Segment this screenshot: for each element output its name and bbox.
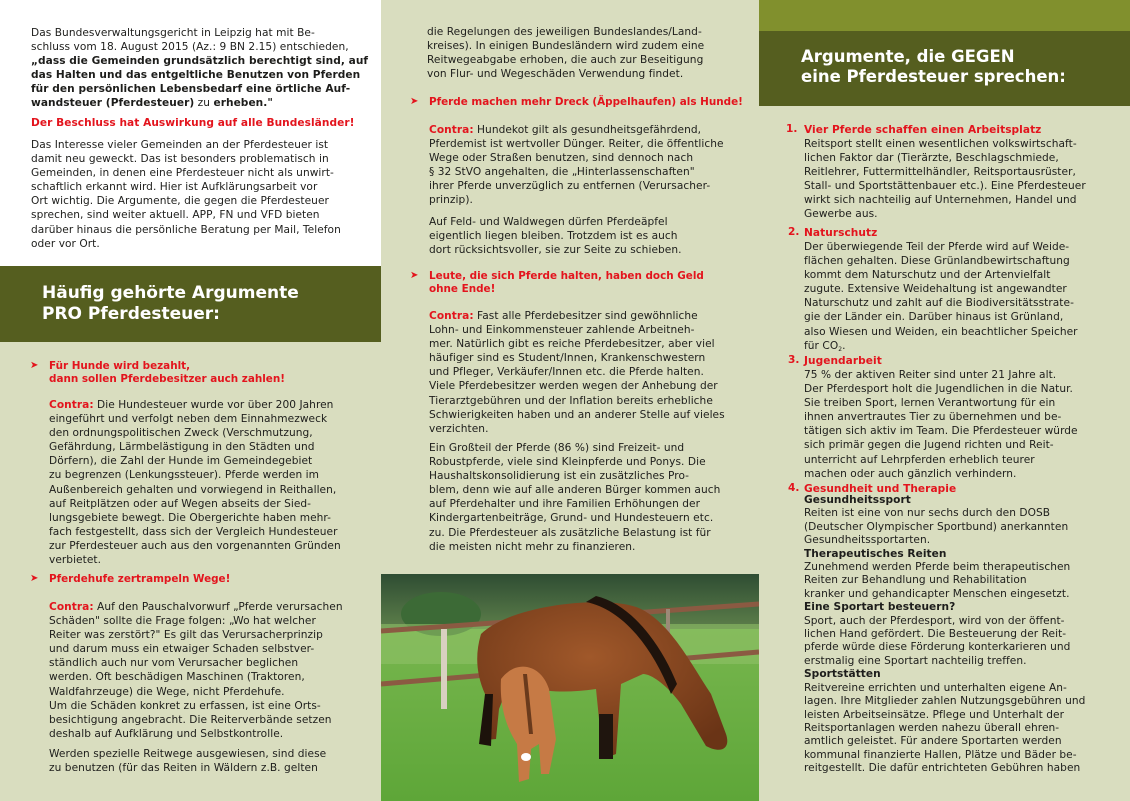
gegen-heading <box>801 47 1066 87</box>
text-line: auf Reitplätzen oder auf Wegen abseits der Sied- <box>49 497 312 510</box>
argument-heading: Pferdehufe zertrampeln Wege! <box>49 573 231 585</box>
text-line: gie der Länder ein. Darüber hinaus ist Grünland, <box>804 311 1064 324</box>
text-line: zu. Die Pferdesteuer als zusätzliche Belastung ist für <box>429 526 711 539</box>
arrow-bullet-icon: ➤ <box>30 573 39 584</box>
text-line: pferde würde diese Förderung konterkarieren und <box>804 641 1071 654</box>
text-line: Gefährdung, Lärmbelästigung in den Städten und <box>49 441 315 454</box>
heading-line: eine Pferdesteuer sprechen: <box>801 67 1066 86</box>
text-span: Hundekot gilt als gesundheitsgefährdend, <box>473 124 702 136</box>
argument-line: Für Hunde wird bezahlt, <box>49 360 191 372</box>
text-line: Naturschutz und zahlt auf die Biodiversitätsstrate- <box>804 297 1074 310</box>
heading-line: Häufig gehörte Argumente <box>42 283 299 303</box>
text-line: Haushaltskonsolidierung ist ein zusätzliches Pro- <box>429 470 690 483</box>
contra-paragraph <box>49 398 379 567</box>
argument-line: dann sollen Pferdebesitzer auch zahlen! <box>49 373 285 385</box>
text-line: Zunehmend werden Pferde beim therapeutischen <box>804 561 1071 574</box>
middle-panel <box>381 0 759 801</box>
text-line: Um die Schäden konkret zu erfassen, ist eine Orts- <box>49 699 321 712</box>
argument-heading <box>49 360 285 386</box>
text-line: flächen gehalten. Diese Grünlandbewirtschaftung <box>804 255 1070 268</box>
item-title: Vier Pferde schaffen einen Arbeitsplatz <box>804 124 1042 136</box>
text-line: Das Interesse vieler Gemeinden an der Pferdesteuer ist <box>31 139 329 151</box>
item-text <box>804 368 1129 481</box>
heading-line: Argumente, die GEGEN <box>801 47 1015 66</box>
text-span: für CO <box>804 339 839 352</box>
text-line: und darum muss ein etwaiger Schaden selbstver- <box>49 643 315 656</box>
intro-line: schluss vom 18. August 2015 (Az.: 9 BN 2.15) entschieden, <box>31 41 349 54</box>
foal-blaze <box>521 753 531 761</box>
text-line: verbietet. <box>49 554 102 567</box>
text-line: Waldfahrzeuge) die Wege, nicht Pferdehufe. <box>49 685 285 698</box>
horse-photo <box>381 574 759 801</box>
quote-line-last <box>31 96 376 110</box>
intro-text <box>31 26 376 111</box>
text-line: verzichten. <box>429 422 489 435</box>
item-number: 1. <box>786 123 798 135</box>
argument-line: ohne Ende! <box>429 283 496 295</box>
feldwege-paragraph <box>429 215 759 257</box>
argument-line: Leute, die sich Pferde halten, haben doch Geld <box>429 270 704 282</box>
text-line: und Pfleger, Verkäufer/Innen etc. die Pferde halten. <box>429 366 704 379</box>
text-line: tätigen sich aktiv im Team. Die Pferdesteuer würde <box>804 425 1078 438</box>
text-line: Pferdemist ist wertvoller Dünger. Reiter, die öffentliche <box>429 138 724 151</box>
text-line: Dörfern), die Zahl der Hunde im Gemeindegebiet <box>49 455 313 468</box>
heading-line: PRO Pferdesteuer: <box>42 304 220 324</box>
subheading: Gesundheitssport <box>804 494 911 506</box>
text-line: mer. Natürlich gibt es reiche Pferdebesitzer, aber viel <box>429 338 715 351</box>
text-line <box>429 309 759 323</box>
text-line: Robustpferde, viele sind Kleinpferde und Ponys. Die <box>429 456 706 469</box>
text-line <box>49 398 379 412</box>
text-span: . <box>842 339 846 352</box>
argument-heading: Pferde machen mehr Dreck (Äppelhaufen) als Hunde! <box>429 96 743 108</box>
contra-paragraph <box>429 309 759 436</box>
text-line: kranker und gehandicapter Menschen eingesetzt. <box>804 587 1070 600</box>
text-line: unterricht auf Lehrpferden erheblich teurer <box>804 453 1035 466</box>
text-line: schaftlich erkannt wird. Hier ist Aufklärungsarbeit vor <box>31 181 318 194</box>
text-line: zu begrenzen (Lenkungssteuer). Pferde werden im <box>49 469 320 482</box>
text-line: Reitvereine errichten und unterhalten eigene An- <box>804 681 1067 694</box>
fence-post <box>441 629 447 709</box>
text-line: Tierarztgebühren und der Inflation bereits erhebliche <box>429 394 713 407</box>
text-line: Sport, auch der Pferdesport, wird von der öffent- <box>804 614 1065 627</box>
text-line: kommt dem Naturschutz und der Artenvielfalt <box>804 269 1051 282</box>
text-line: oder vor Ort. <box>31 237 100 250</box>
text-line: den ordnungspolitischen Zweck (Verschmutzung, <box>49 427 313 440</box>
quote-part: erheben." <box>213 97 273 110</box>
text-line: lichen Faktor dar (Tierärzte, Beschlagschmiede, <box>804 152 1059 165</box>
argument-heading <box>429 270 704 296</box>
text-line: darüber hinaus die persönliche Beratung per Mail, Telefon <box>31 223 341 236</box>
contra-paragraph <box>429 123 759 208</box>
text-line: Schäden" sollte die Frage folgen: „Wo hat welcher <box>49 615 316 628</box>
text-line: Reitlehrer, Futtermittelhändler, Reitsportausrüster, <box>804 166 1076 179</box>
arrow-bullet-icon: ➤ <box>410 270 419 281</box>
text-line: Der überwiegende Teil der Pferde wird auf Weide- <box>804 241 1070 253</box>
text-line: wirkt sich nachteilig auf Unternehmen, Handel und <box>804 194 1077 207</box>
text-line: ständlich auch nur vom Verursacher beglichen <box>49 657 299 670</box>
item-title: Jugendarbeit <box>804 355 882 367</box>
right-panel <box>759 0 1130 801</box>
text-line: von Flur- und Wegeschäden Verwendung findet. <box>427 68 684 81</box>
text-span: Die Hundesteuer wurde vor über 200 Jahren <box>93 399 334 411</box>
text-line: Reiter was zerstört?" Es gilt das Verursacherprinzip <box>49 629 323 642</box>
text-line: 75 % der aktiven Reiter sind unter 21 Jahre alt. <box>804 369 1057 381</box>
text-line: sich primär gegen die Jugend richten und Reit- <box>804 439 1054 452</box>
text-line: also Wiesen und Weiden, ein beachtlicher Speicher <box>804 325 1078 338</box>
pro-heading <box>42 283 299 325</box>
red-note: Der Beschluss hat Auswirkung auf alle Bundesländer! <box>31 117 355 129</box>
text-line: § 32 StVO angehalten, die „Hinterlassenschaften" <box>429 166 695 179</box>
text-line: Gewerbe aus. <box>804 208 878 221</box>
quote-part: wandsteuer (Pferdesteuer) <box>31 97 195 110</box>
intro-line: Das Bundesverwaltungsgericht in Leipzig hat mit Be- <box>31 27 315 39</box>
text-line: Gesundheitssportarten. <box>804 534 931 547</box>
text-line: damit neu geweckt. Das ist besonders problematisch in <box>31 153 329 166</box>
text-line: ihrer Pferde unverzüglich zu entfernen (Verursacher- <box>429 180 711 193</box>
text-line: die meisten nicht mehr zu finanzieren. <box>429 540 636 553</box>
text-line: werden. Oft beschädigen Maschinen (Traktoren, <box>49 671 305 684</box>
text-line: Reitsport stellt einen wesentlichen volkswirtschaft- <box>804 138 1077 150</box>
text-line: leisten Arbeitseinsätze. Pflege und Unterhalt der <box>804 708 1065 721</box>
quote-part: zu <box>194 97 214 110</box>
text-line: reitgestellt. Die dafür entrichteten Gebühren haben <box>804 762 1081 775</box>
text-line: besichtigung angebracht. Die Reiterverbände setzen <box>49 713 332 726</box>
green-top-band <box>759 0 1130 31</box>
quote-line: für den persönlichen Lebensbedarf eine örtliche Auf- <box>31 83 351 96</box>
contra-paragraph <box>49 600 379 741</box>
contra-label: Contra: <box>429 310 474 322</box>
text-span: Fast alle Pferdebesitzer sind gewöhnliche <box>473 310 698 322</box>
text-line: Auf Feld- und Waldwegen dürfen Pferdeäpfel <box>429 216 668 228</box>
contra-label: Contra: <box>429 124 474 136</box>
text-line: erstmalig eine Sportart nachteilig treffen. <box>804 654 1027 667</box>
text-line: Reitwegeabgabe erhoben, die auch zur Beseitigung <box>427 54 704 67</box>
mare-leg <box>599 714 613 759</box>
subheading: Therapeutisches Reiten <box>804 547 947 560</box>
text-line <box>429 123 759 137</box>
contra-label: Contra: <box>49 601 94 613</box>
text-line: Kindergartenbeiträge, Grund- und Hundesteuern etc. <box>429 512 714 525</box>
item-number: 2. <box>788 226 800 238</box>
text-line: (Deutscher Olympischer Sportbund) anerkannten <box>804 520 1069 533</box>
arrow-bullet-icon: ➤ <box>30 360 39 371</box>
text-line: fach festgestellt, dass sich der Vergleich Hundesteuer <box>49 525 338 538</box>
text-line: prinzip). <box>429 194 473 207</box>
text-line: Wege oder Straßen benutzen, sind dennoch nach <box>429 152 694 165</box>
text-line: die Regelungen des jeweiligen Bundeslandes/Land- <box>427 26 702 38</box>
text-line: Ort wichtig. Die Argumente, die gegen die Pferdesteuer <box>31 195 329 208</box>
text-line: Sie treiben Sport, lernen Verantwortung für ein <box>804 397 1056 410</box>
subheading: Sportstätten <box>804 668 881 681</box>
text-line: eigentlich liegen bleiben. Trotzdem ist es auch <box>429 230 678 243</box>
text-line: amtlich geleistet. Für andere Sportarten werden <box>804 735 1062 748</box>
text-line: Lohn- und Einkommensteuer zahlende Arbeitneh- <box>429 324 695 337</box>
arrow-bullet-icon: ➤ <box>410 96 419 107</box>
item-title: Gesundheit und Therapie <box>804 483 957 495</box>
text-line: Schwierigkeiten haben und an anderer Stelle auf vieles <box>429 408 725 421</box>
interest-paragraph <box>31 138 376 251</box>
left-panel <box>0 0 381 801</box>
quote-line: das Halten und das entgeltliche Benutzen von Pferden <box>31 69 361 82</box>
text-line: zu benutzen (für das Reiten in Wäldern z.B. gelten <box>49 762 318 775</box>
pro-heading-band <box>0 266 381 342</box>
text-line: kreises). In einigen Bundesländern wird zudem eine <box>427 40 705 53</box>
text-line: Reiten ist eine von nur sechs durch den DOSB <box>804 507 1051 520</box>
text-line: Stall- und Sportstättenbauer etc.). Eine Pferdesteuer <box>804 180 1086 193</box>
item-number: 3. <box>788 354 800 366</box>
text-line: deshalb auf Aufklärung und Selbstkontrolle. <box>49 727 284 740</box>
reitwege-paragraph <box>49 747 379 775</box>
text-line: kommunal finanzierte Hallen, Plätze und Bäder be- <box>804 748 1077 761</box>
text-line: Außenbereich gehalten und vorwiegend in Reithallen, <box>49 483 337 496</box>
text-line: Reitsportanlagen werden nahezu überall ehren- <box>804 721 1060 734</box>
item-title: Naturschutz <box>804 227 878 239</box>
item-text <box>804 240 1129 357</box>
text-line: lagen. Ihre Mitglieder zahlen Nutzungsgebühren und <box>804 695 1086 708</box>
text-line: zugute. Extensive Weidehaltung ist angewandter <box>804 283 1067 296</box>
text-line: lichen Hand gefördert. Die Besteuerung der Reit- <box>804 628 1067 641</box>
text-span: Auf den Pauschalvorwurf „Pferde verursachen <box>93 601 343 613</box>
contra-label: Contra: <box>49 399 94 411</box>
item-number: 4. <box>788 482 800 494</box>
gegen-heading-band <box>759 31 1130 106</box>
quote-line: „dass die Gemeinden grundsätzlich berechtigt sind, auf <box>31 55 369 68</box>
item-text <box>804 494 1129 776</box>
text-line: Der Pferdesport holt die Jugendlichen in die Natur. <box>804 383 1073 396</box>
subheading: Eine Sportart besteuern? <box>804 601 956 614</box>
text-line: zur Pferdesteuer auch aus den vorgenannten Gründen <box>49 539 341 552</box>
text-line: dort rücksichtsvoller, sie zur Seite zu schieben. <box>429 244 682 257</box>
grossteil-paragraph <box>429 441 759 554</box>
text-line: Reiten zur Behandlung und Rehabilitation <box>804 574 1027 587</box>
text-line: Werden spezielle Reitwege ausgewiesen, sind diese <box>49 748 327 760</box>
text-line: lungsgebiete bewegt. Die Obergerichte haben mehr- <box>49 511 332 524</box>
continued-paragraph <box>427 25 757 81</box>
text-line: machen oder auch gänzlich verhindern. <box>804 467 1017 480</box>
text-line: Gemeinden, in denen eine Pferdesteuer nicht als unwirt- <box>31 167 334 180</box>
text-line: eingeführt und verfolgt neben dem Einnahmezweck <box>49 413 328 426</box>
text-line: häufiger sind es Student/Innen, Krankenschwestern <box>429 352 706 365</box>
subscript: 2 <box>838 345 843 353</box>
text-line: Viele Pferdebesitzer werden wegen der Anhebung der <box>429 380 718 393</box>
text-line: auf Pferdehalter und ihre Familien Erhöhungen der <box>429 498 701 511</box>
text-line: sprechen, sind weiter aktuell. APP, FN und VFD bieten <box>31 209 320 222</box>
text-line: blem, denn wie auf alle anderen Bürger kommen auch <box>429 484 721 497</box>
item-text <box>804 137 1129 222</box>
text-line: Ein Großteil der Pferde (86 %) sind Freizeit- und <box>429 442 685 454</box>
text-line <box>49 600 379 614</box>
text-line: ihnen anvertrautes Tier zu übernehmen und be- <box>804 411 1062 424</box>
